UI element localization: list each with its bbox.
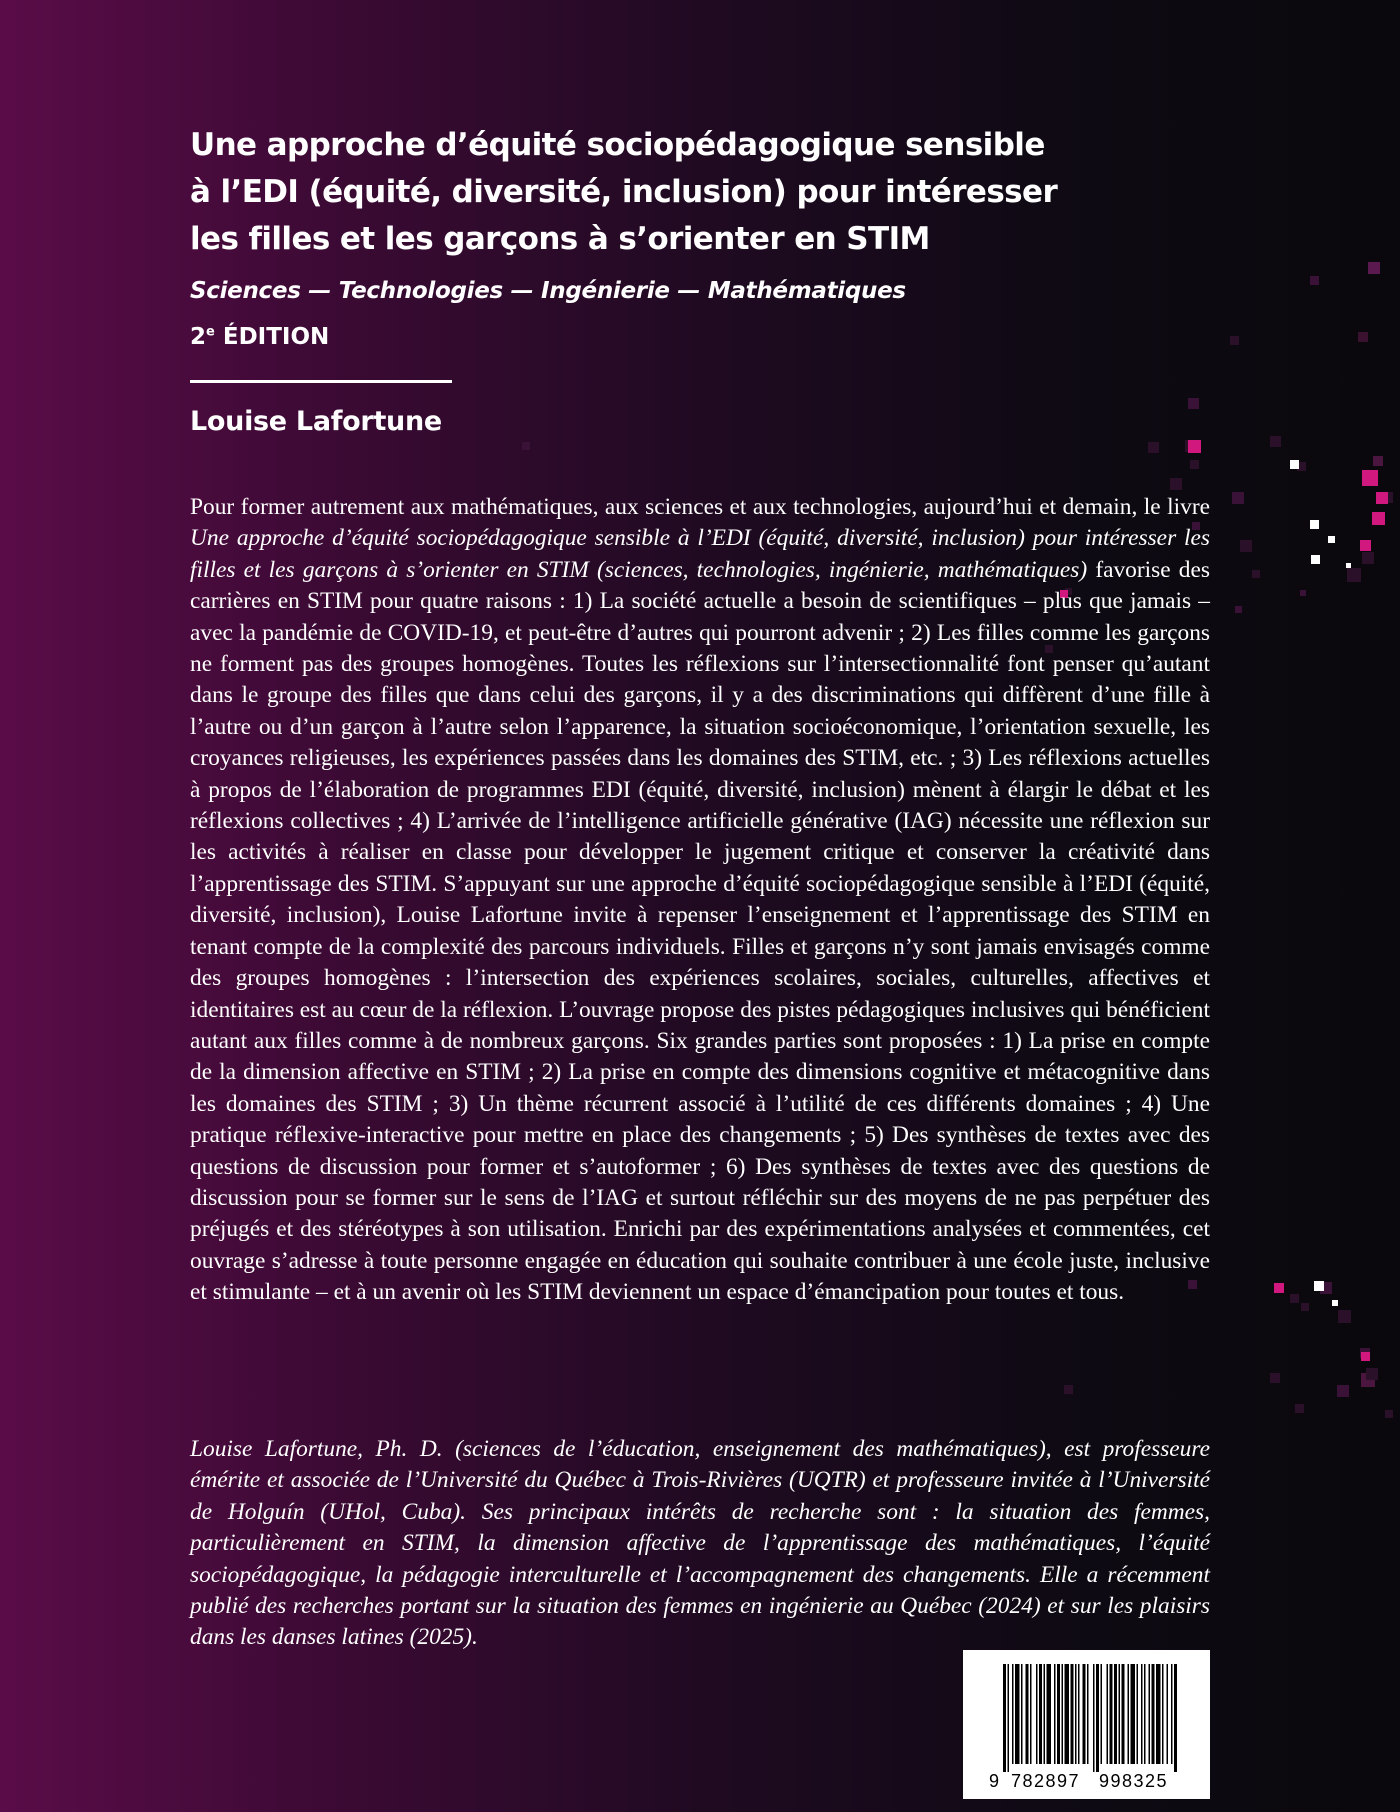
barcode-bar-23 bbox=[1107, 1664, 1109, 1764]
barcode-bar-36 bbox=[1162, 1664, 1164, 1764]
decorative-pixel-40 bbox=[1372, 512, 1385, 525]
decorative-pixel-23 bbox=[1290, 1294, 1299, 1303]
summary-book-title: Une approche d’équité sociopédagogique sensible à l’EDI (équité, diversité, inclusion) pour intéresser les filles et les garçons à s’orienter en STIM (sciences, technologies, ingénierie, mathématiques) bbox=[190, 525, 1210, 583]
decorative-pixel-48 bbox=[1311, 555, 1320, 564]
barcode bbox=[963, 1650, 1210, 1799]
decorative-pixel-41 bbox=[1360, 540, 1371, 551]
barcode-bars bbox=[1003, 1664, 1177, 1772]
barcode-bar-26 bbox=[1119, 1664, 1121, 1764]
barcode-bar-33 bbox=[1149, 1664, 1151, 1764]
barcode-bar-31 bbox=[1141, 1664, 1143, 1764]
barcode-bar-22 bbox=[1101, 1664, 1103, 1764]
barcode-graphic bbox=[963, 1650, 1210, 1799]
decorative-pixel-2 bbox=[1230, 336, 1239, 345]
barcode-bar-27 bbox=[1122, 1664, 1125, 1764]
barcode-bar-4 bbox=[1021, 1664, 1023, 1764]
summary-body: favorise des carrières en STIM pour quatre raisons : 1) La société actuelle a besoin de scientifiques – plus que jamais – avec la pandémie de COVID-19, et peut-être d’autres qui pourront advenir ; 2) Les filles comme les garçons ne forment pas des groupes homogènes. Toutes les réflexions sur l’intersectionnalité font penser qu’autant dans le groupe des filles que dans celui des garçons, il y a des discriminations qui diffèrent d’une fille à l’autre ou d’un garçon à l’autre selon l’apparence, la situation socioéconomique, l’orientation sexuelle, les croyances religieuses, les expériences passées dans les domaines des STIM, etc. ; 3) Les réflexions actuelles à propos de l’élaboration de programmes EDI (équité, diversité, inclusion) mènent à élargir le débat et les réflexions collectives ; 4) L’arrivée de l’intelligence artificielle générative (IAG) nécessite une réflexion sur les activités à réaliser en classe pour développer le jugement critique et conserver la créativité dans l’apprentissage des STIM. S’appuyant sur une approche d’équité sociopédagogique sensible à l’EDI (équité, diversité, inclusion), Louise Lafortune invite à repenser l’enseignement et l’apprentissage des STIM en tenant compte de la complexité des parcours individuels. Filles et garçons n’y sont jamais envisagés comme des groupes homogènes : l’intersection des expériences scolaires, sociales, culturelles, affectives et identitaires est au cœur de la réflexion. L’ouvrage propose des pistes pédagogiques inclusives qui bénéficient autant aux filles comme à de nombreux garçons. Six grandes parties sont proposées : 1) La prise en compte de la dimension affective en STIM ; 2) La prise en compte des dimensions cognitive et métacognitive dans les domaines des STIM ; 3) Un thème récurrent associé à l’utilité de ces différents domaines ; 4) Une pratique réflexive-interactive pour mettre en place des changements ; 5) Des synthèses de textes avec des questions de discussion pour former et s’autoformer ; 6) Des synthèses de textes avec des questions de discussion pour se former sur le sens de l’IAG et surtout réfléchir sur des moyens de ne pas perpétuer des préjugés et des stéréotypes à son utilisation. Enrichi par des expérimentations analysées et commentées, cet ouvrage s’adresse à toute personne engagée en éducation qui souhaite contribuer à une école juste, inclusive et stimulante – et à un avenir où les STIM deviennent un espace d’émancipation pour toutes et tous. bbox=[190, 556, 1210, 1306]
title-line: à l’EDI (équité, diversité, inclusion) pour intéresser bbox=[190, 174, 1058, 210]
decorative-pixel-46 bbox=[1310, 520, 1319, 529]
summary-paragraph bbox=[190, 492, 1210, 1309]
decorative-pixel-4 bbox=[1188, 398, 1199, 409]
decorative-pixel-10 bbox=[1148, 442, 1159, 453]
author-name: Louise Lafortune bbox=[190, 406, 442, 437]
title-line: les filles et les garçons à s’orienter en STIM bbox=[190, 221, 930, 257]
barcode-bar-25 bbox=[1114, 1664, 1117, 1764]
decorative-pixel-0 bbox=[1310, 276, 1319, 285]
barcode-bar-0 bbox=[1003, 1664, 1006, 1772]
barcode-digits-right: 998325 bbox=[1099, 1771, 1169, 1791]
barcode-bar-32 bbox=[1144, 1664, 1146, 1764]
barcode-bar-5 bbox=[1026, 1664, 1029, 1764]
book-title bbox=[190, 122, 1190, 263]
barcode-bar-24 bbox=[1110, 1664, 1113, 1764]
barcode-bar-30 bbox=[1137, 1664, 1139, 1764]
decorative-pixel-51 bbox=[1332, 1300, 1338, 1306]
barcode-bar-37 bbox=[1167, 1664, 1169, 1764]
decorative-pixel-44 bbox=[1361, 1352, 1370, 1361]
barcode-bar-15 bbox=[1071, 1664, 1074, 1764]
decorative-pixel-43 bbox=[1274, 1283, 1284, 1293]
barcode-bar-28 bbox=[1128, 1664, 1130, 1764]
decorative-pixel-47 bbox=[1328, 536, 1335, 543]
barcode-bar-17 bbox=[1078, 1664, 1080, 1764]
decorative-pixel-21 bbox=[1337, 1385, 1349, 1397]
author-bio: Louise Lafortune, Ph. D. (sciences de l’éducation, enseignement des mathématiques), est professeure émérite et associée de l’Université du Québec à Trois-Rivières (UQTR) et professeure invitée à l’Université de Holguín (UHol, Cuba). Ses principaux intérêts de recherche sont : la situation des femmes, particulièrement en STIM, la dimension affective de l’apprentissage des mathématiques, l’équité sociopédagogique, la pédagogie interculturelle et l’accompagnement des changements. Elle a récemment publié des recherches portant sur la situation des femmes en ingénierie au Québec (2024) et sur les plaisirs dans les danses latines (2025). bbox=[190, 1436, 1210, 1651]
barcode-bar-21 bbox=[1096, 1664, 1099, 1772]
decorative-pixel-8 bbox=[1232, 492, 1244, 504]
book-subtitle: Sciences — Technologies — Ingénierie — Mathématiques bbox=[190, 278, 906, 304]
barcode-bar-38 bbox=[1171, 1664, 1173, 1764]
barcode-bar-2 bbox=[1012, 1664, 1014, 1764]
barcode-bar-9 bbox=[1044, 1664, 1046, 1764]
decorative-pixel-49 bbox=[1346, 563, 1351, 568]
barcode-bar-18 bbox=[1083, 1664, 1086, 1764]
decorative-pixel-3 bbox=[1358, 332, 1368, 342]
barcode-bar-7 bbox=[1036, 1664, 1038, 1764]
decorative-pixel-29 bbox=[1295, 1404, 1304, 1413]
barcode-bar-3 bbox=[1015, 1664, 1020, 1764]
decorative-pixel-33 bbox=[1235, 606, 1242, 613]
barcode-bar-16 bbox=[1075, 1664, 1077, 1764]
decorative-pixel-32 bbox=[1373, 456, 1383, 466]
edition-label bbox=[190, 324, 329, 350]
decorative-pixel-50 bbox=[1314, 1281, 1324, 1291]
decorative-pixel-39 bbox=[1376, 492, 1388, 504]
decorative-pixel-31 bbox=[522, 442, 530, 450]
barcode-bar-8 bbox=[1039, 1664, 1042, 1764]
barcode-bar-29 bbox=[1131, 1664, 1136, 1764]
barcode-bar-20 bbox=[1093, 1664, 1095, 1772]
title-divider bbox=[190, 380, 452, 383]
title-line: Une approche d’équité sociopédagogique sensible bbox=[190, 127, 1045, 163]
barcode-digit-lead: 9 bbox=[989, 1771, 1000, 1791]
decorative-pixel-24 bbox=[1366, 1368, 1378, 1380]
decorative-pixel-36 bbox=[1064, 1385, 1073, 1394]
decorative-pixel-19 bbox=[1338, 1310, 1351, 1323]
barcode-bar-14 bbox=[1065, 1664, 1070, 1764]
summary-intro: Pour former autrement aux mathématiques, aux sciences et aux technologies, aujourd’hui et demain, le livre bbox=[190, 494, 1210, 520]
decorative-pixel-1 bbox=[1368, 262, 1380, 274]
edition-word: ÉDITION bbox=[214, 324, 330, 350]
decorative-pixel-28 bbox=[1270, 1373, 1280, 1383]
decorative-pixel-17 bbox=[1252, 570, 1260, 578]
decorative-pixel-18 bbox=[1240, 540, 1252, 552]
barcode-bar-19 bbox=[1087, 1664, 1089, 1764]
edition-suffix: e bbox=[206, 324, 215, 340]
decorative-pixel-13 bbox=[1362, 552, 1374, 564]
barcode-bar-35 bbox=[1156, 1664, 1161, 1764]
decorative-pixel-11 bbox=[1170, 478, 1182, 490]
decorative-pixel-16 bbox=[1300, 590, 1306, 596]
barcode-bar-34 bbox=[1152, 1664, 1155, 1764]
barcode-bar-1 bbox=[1008, 1664, 1010, 1772]
barcode-bar-39 bbox=[1174, 1664, 1177, 1772]
decorative-pixel-6 bbox=[1190, 460, 1199, 469]
decorative-pixel-45 bbox=[1290, 460, 1299, 469]
decorative-pixel-27 bbox=[1301, 1303, 1309, 1311]
edition-number: 2 bbox=[190, 324, 207, 350]
barcode-bar-13 bbox=[1062, 1664, 1064, 1764]
decorative-pixel-5 bbox=[1270, 436, 1281, 447]
barcode-digits-left: 782897 bbox=[1011, 1771, 1081, 1791]
barcode-bar-6 bbox=[1030, 1664, 1032, 1764]
decorative-pixel-37 bbox=[1188, 440, 1201, 453]
decorative-pixel-34 bbox=[1385, 1410, 1393, 1418]
barcode-bar-11 bbox=[1054, 1664, 1056, 1764]
barcode-bar-10 bbox=[1047, 1664, 1052, 1764]
decorative-pixel-38 bbox=[1362, 470, 1378, 486]
barcode-bar-12 bbox=[1057, 1664, 1060, 1764]
decorative-pixel-14 bbox=[1347, 568, 1361, 582]
